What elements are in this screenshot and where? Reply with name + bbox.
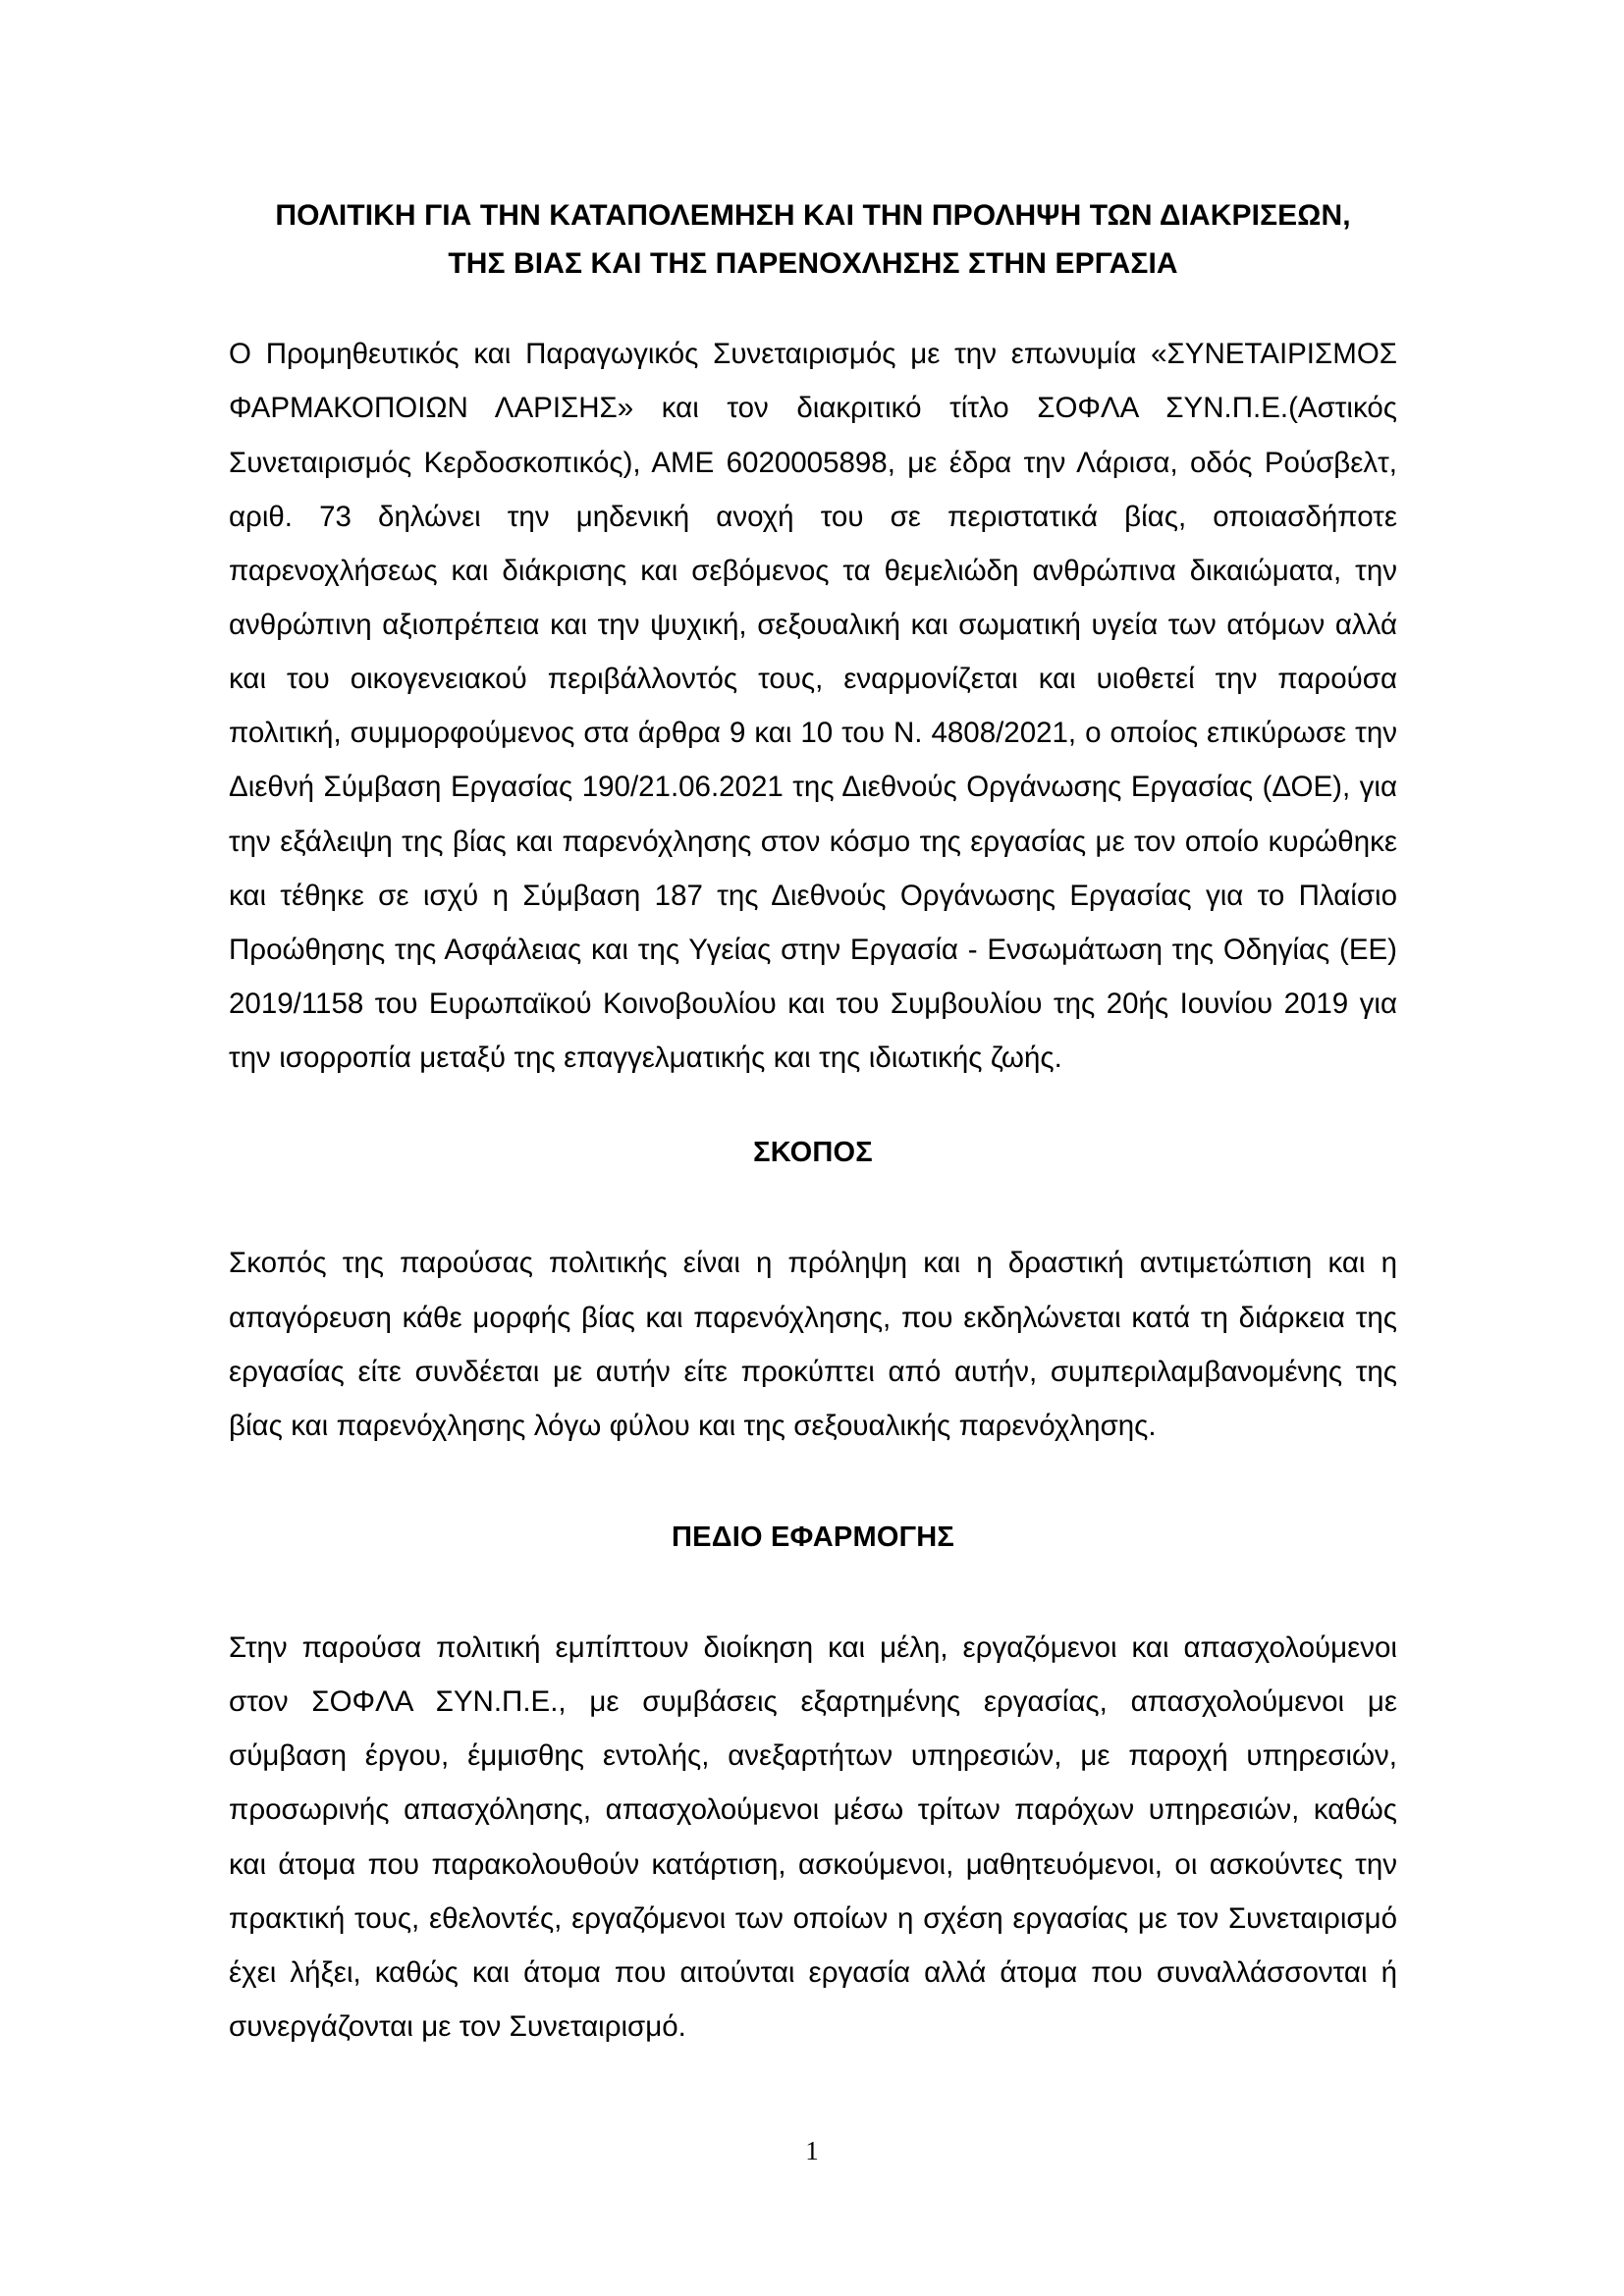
spacer-after-skopos <box>229 1169 1397 1236</box>
section-paragraph-skopos: Σκοπός της παρούσας πολιτικής είναι η πρόληψη και η δραστική αντιμετώπιση και η απαγόρευση κάθε μορφής βίας και παρενόχλησης, που εκδηλώνεται κατά τη διάρκεια της εργασίας είτε συνδέεται με αυτήν είτε προκύπτει από αυτήν, συμπεριλαμβανομένης της βίας και παρενόχλησης λόγω φύλου και της σεξουαλικής παρενόχλησης. <box>229 1247 1397 1442</box>
page-title <box>229 0 1397 288</box>
spacer-before-skopos <box>229 1085 1397 1137</box>
spacer-after-pedio <box>229 1554 1397 1621</box>
section-paragraph-pedio-efarmogis: Στην παρούσα πολιτική εμπίπτουν διοίκηση και μέλη, εργαζόμενοι και απασχολούμενοι στον ΣΟΦΛΑ ΣΥΝ.Π.Ε., με συμβάσεις εξαρτημένης εργασίας, απασχολούμενοι με σύμβαση έργου, έμμισθης εντολής, ανεξαρτήτων υπηρεσιών, με παροχή υπηρεσιών, προσωρινής απασχόλησης, απασχολούμενοι μέσω τρίτων παρόχων υπηρεσιών, καθώς και άτομα που παρακολουθούν κατάρτιση, ασκούμενοι, μαθητευόμενοι, οι ασκούντες την πρακτική τους, εθελοντές, εργαζόμενοι των οποίων η σχέση εργασίας με τον Συνεταιρισμό έχει λήξει, καθώς και άτομα που αιτούνται εργασία αλλά άτομα που συναλλάσσονται ή συνεργάζονται με τον Συνεταιρισμό. <box>229 1631 1397 2044</box>
section-heading-skopos: ΣΚΟΠΟΣ <box>753 1137 873 1169</box>
page-number: 1 <box>805 2136 819 2165</box>
section-heading-pedio-efarmogis: ΠΕΔΙΟ ΕΦΑΡΜΟΓΗΣ <box>672 1522 954 1553</box>
intro-paragraph: Ο Προμηθευτικός και Παραγωγικός Συνεταιρισμός με την επωνυμία «ΣΥΝΕΤΑΙΡΙΣΜΟΣ ΦΑΡΜΑΚΟΠΟΙΩΝ ΛΑΡΙΣΗΣ» και τον διακριτικό τίτλο ΣΟΦΛΑ ΣΥΝ.Π.Ε.(Αστικός Συνεταιρισμός Κερδοσκοπικός), ΑΜΕ 6020005898, με έδρα την Λάρισα, οδός Ρούσβελτ, αριθ. 73 δηλώνει την μηδενική ανοχή του σε περιστατικά βίας, οποιασδήποτε παρενοχλήσεως και διάκρισης και σεβόμενος τα θεμελιώδη ανθρώπινα δικαιώματα, την ανθρώπινη αξιοπρέπεια και την ψυχική, σεξουαλική και σωματική υγεία των ατόμων αλλά και του οικογενειακού περιβάλλοντός τους, εναρμονίζεται και υιοθετεί την παρούσα πολιτική, συμμορφούμενος στα άρθρα 9 και 10 του Ν. 4808/2021, ο οποίος επικύρωσε την Διεθνή Σύμβαση Εργασίας 190/21.06.2021 της Διεθνούς Οργάνωσης Εργασίας (ΔΟΕ), για την εξάλειψη της βίας και παρενόχλησης στον κόσμο της εργασίας με τον οποίο κυρώθηκε και τέθηκε σε ισχύ η Σύμβαση 187 της Διεθνούς Οργάνωσης Εργασίας για το Πλαίσιο Προώθησης της Ασφάλειας και της Υγείας στην Εργασία - Ενσωμάτωση της Οδηγίας (ΕΕ) 2019/1158 του Ευρωπαϊκού Κοινοβουλίου και του Συμβουλίου της 20ής Ιουνίου 2019 για την ισορροπία μεταξύ της επαγγελματικής και της ιδιωτικής ζωής. <box>229 338 1397 1075</box>
document-content <box>229 0 1397 2054</box>
page-title-line-1: ΠΟΛΙΤΙΚΗ ΓΙΑ ΤΗΝ ΚΑΤΑΠΟΛΕΜΗΣΗ ΚΑΙ ΤΗΝ ΠΡΟΛΗΨΗ ΤΩΝ ΔΙΑΚΡΙΣΕΩΝ, <box>275 199 1351 232</box>
page-title-line-2: ΤΗΣ ΒΙΑΣ ΚΑΙ ΤΗΣ ΠΑΡΕΝΟΧΛΗΣΗΣ ΣΤΗΝ ΕΡΓΑΣΙΑ <box>448 246 1178 280</box>
spacer-before-pedio <box>229 1453 1397 1522</box>
spacer-title <box>229 288 1397 327</box>
